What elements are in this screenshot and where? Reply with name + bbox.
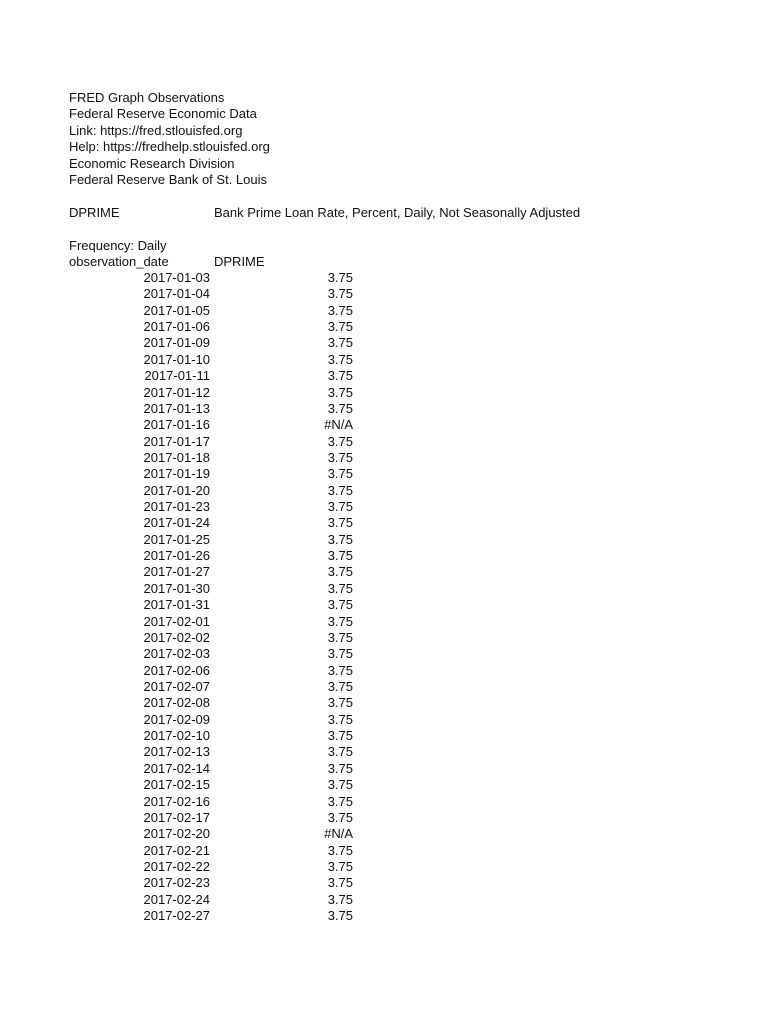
observation-value: 3.75 [327,744,353,760]
table-row [69,695,369,711]
table-row [69,777,369,793]
observation-date: 2017-02-01 [143,613,210,629]
observation-date: 2017-01-03 [143,270,210,285]
column-headers [69,253,469,270]
series-info [69,204,749,221]
table-row [69,385,369,401]
observation-value: 3.75 [327,597,353,613]
observation-date: 2017-01-06 [143,319,210,335]
observation-value: 3.75 [327,875,353,891]
observation-date: 2017-01-09 [143,335,210,351]
table-row [69,614,369,630]
document-header [69,90,270,188]
observation-date: 2017-01-16 [143,417,210,433]
observation-date: 2017-01-19 [143,466,210,482]
observation-date: 2017-01-26 [143,548,210,564]
observation-value: 3.75 [327,466,353,482]
observation-value: 3.75 [327,270,353,285]
observation-date: 2017-02-20 [143,826,210,842]
table-row [69,712,369,728]
header-bank: Federal Reserve Bank of St. Louis [69,171,267,187]
table-row [69,908,369,924]
table-row [69,499,369,515]
observation-value: #N/A [324,826,353,842]
table-row [69,761,369,777]
observation-date: 2017-01-27 [143,564,210,580]
observation-value: 3.75 [327,499,353,515]
observation-date: 2017-01-31 [143,597,210,613]
table-row [69,466,369,482]
table-row [69,728,369,744]
table-row [69,892,369,908]
table-row [69,630,369,646]
table-row [69,352,369,368]
observation-date: 2017-01-25 [143,531,210,547]
observation-date: 2017-02-15 [143,777,210,793]
table-row [69,417,369,433]
observation-value: 3.75 [327,580,353,596]
observation-date: 2017-02-02 [143,629,210,645]
observation-value: 3.75 [327,368,353,384]
observation-date: 2017-02-06 [143,662,210,678]
table-row [69,450,369,466]
frequency-label: Frequency: Daily [69,238,167,253]
observation-date: 2017-01-11 [144,368,210,384]
table-row [69,286,369,302]
header-division: Economic Research Division [69,155,235,171]
observation-date: 2017-02-22 [143,858,210,874]
observation-date: 2017-02-03 [143,646,210,662]
table-row [69,335,369,351]
observation-date: 2017-02-16 [143,793,210,809]
observation-date: 2017-02-07 [143,678,210,694]
observation-date: 2017-02-10 [143,728,210,744]
header-link: Link: https://fred.stlouisfed.org [69,122,243,138]
observation-date: 2017-01-30 [143,580,210,596]
observation-date: 2017-02-13 [143,744,210,760]
observation-value: 3.75 [327,777,353,793]
table-row [69,859,369,875]
observation-date: 2017-01-24 [143,515,210,531]
observation-date: 2017-01-12 [143,384,210,400]
observation-date: 2017-02-21 [143,842,210,858]
table-row [69,810,369,826]
observation-value: 3.75 [327,319,353,335]
observation-date: 2017-01-05 [143,302,210,318]
header-title: FRED Graph Observations [69,90,225,105]
observation-date: 2017-01-10 [143,351,210,367]
table-row [69,875,369,891]
observation-value: 3.75 [327,548,353,564]
table-row [69,515,369,531]
observation-value: 3.75 [327,482,353,498]
table-row [69,303,369,319]
observation-date: 2017-02-08 [143,695,210,711]
observation-value: 3.75 [327,433,353,449]
table-row [69,646,369,662]
header-subtitle: Federal Reserve Economic Data [69,106,257,122]
observation-value: 3.75 [327,531,353,547]
observation-value: 3.75 [327,384,353,400]
observation-value: 3.75 [327,760,353,776]
series-description: Bank Prime Loan Rate, Percent, Daily, Not Seasonally Adjusted [214,205,581,220]
series-id: DPRIME [69,205,120,220]
observation-value: 3.75 [327,564,353,580]
observation-date: 2017-01-17 [143,433,210,449]
table-row [69,270,369,286]
observation-value: 3.75 [327,891,353,907]
observation-date: 2017-01-18 [143,449,210,465]
observation-date: 2017-02-24 [143,891,210,907]
observation-value: 3.75 [327,711,353,727]
observation-date: 2017-01-23 [143,499,210,515]
table-row [69,319,369,335]
table-row [69,597,369,613]
observation-date: 2017-02-27 [143,908,210,924]
observation-value: 3.75 [327,613,353,629]
observation-value: 3.75 [327,302,353,318]
table-row [69,843,369,859]
table-row [69,744,369,760]
table-row [69,794,369,810]
header-help: Help: https://fredhelp.stlouisfed.org [69,139,270,155]
observation-value: 3.75 [327,908,353,924]
observation-date: 2017-01-20 [143,482,210,498]
observation-value: 3.75 [327,335,353,351]
table-row [69,368,369,384]
observation-value: 3.75 [327,793,353,809]
table-row [69,663,369,679]
observation-value: 3.75 [327,646,353,662]
observation-date: 2017-02-23 [143,875,210,891]
observation-value: 3.75 [327,695,353,711]
table-row [69,581,369,597]
observation-date: 2017-02-14 [143,760,210,776]
value-column-header: DPRIME [214,254,265,269]
observation-value: 3.75 [327,842,353,858]
observation-value: 3.75 [327,728,353,744]
observation-value: 3.75 [327,858,353,874]
table-row [69,679,369,695]
date-column-header: observation_date [69,254,169,269]
table-row [69,532,369,548]
table-row [69,434,369,450]
observation-value: #N/A [324,417,353,433]
observation-value: 3.75 [327,286,353,302]
table-row [69,564,369,580]
table-row [69,826,369,842]
observation-value: 3.75 [327,400,353,416]
observation-table [69,270,369,924]
table-row [69,483,369,499]
observation-date: 2017-02-09 [143,711,210,727]
observation-value: 3.75 [327,662,353,678]
observation-date: 2017-01-13 [143,400,210,416]
observation-value: 3.75 [327,449,353,465]
table-row [69,548,369,564]
observation-value: 3.75 [327,809,353,825]
observation-value: 3.75 [327,629,353,645]
observation-value: 3.75 [327,515,353,531]
observation-value: 3.75 [327,678,353,694]
observation-date: 2017-01-04 [143,286,210,302]
table-row [69,401,369,417]
observation-value: 3.75 [327,351,353,367]
observation-date: 2017-02-17 [143,809,210,825]
